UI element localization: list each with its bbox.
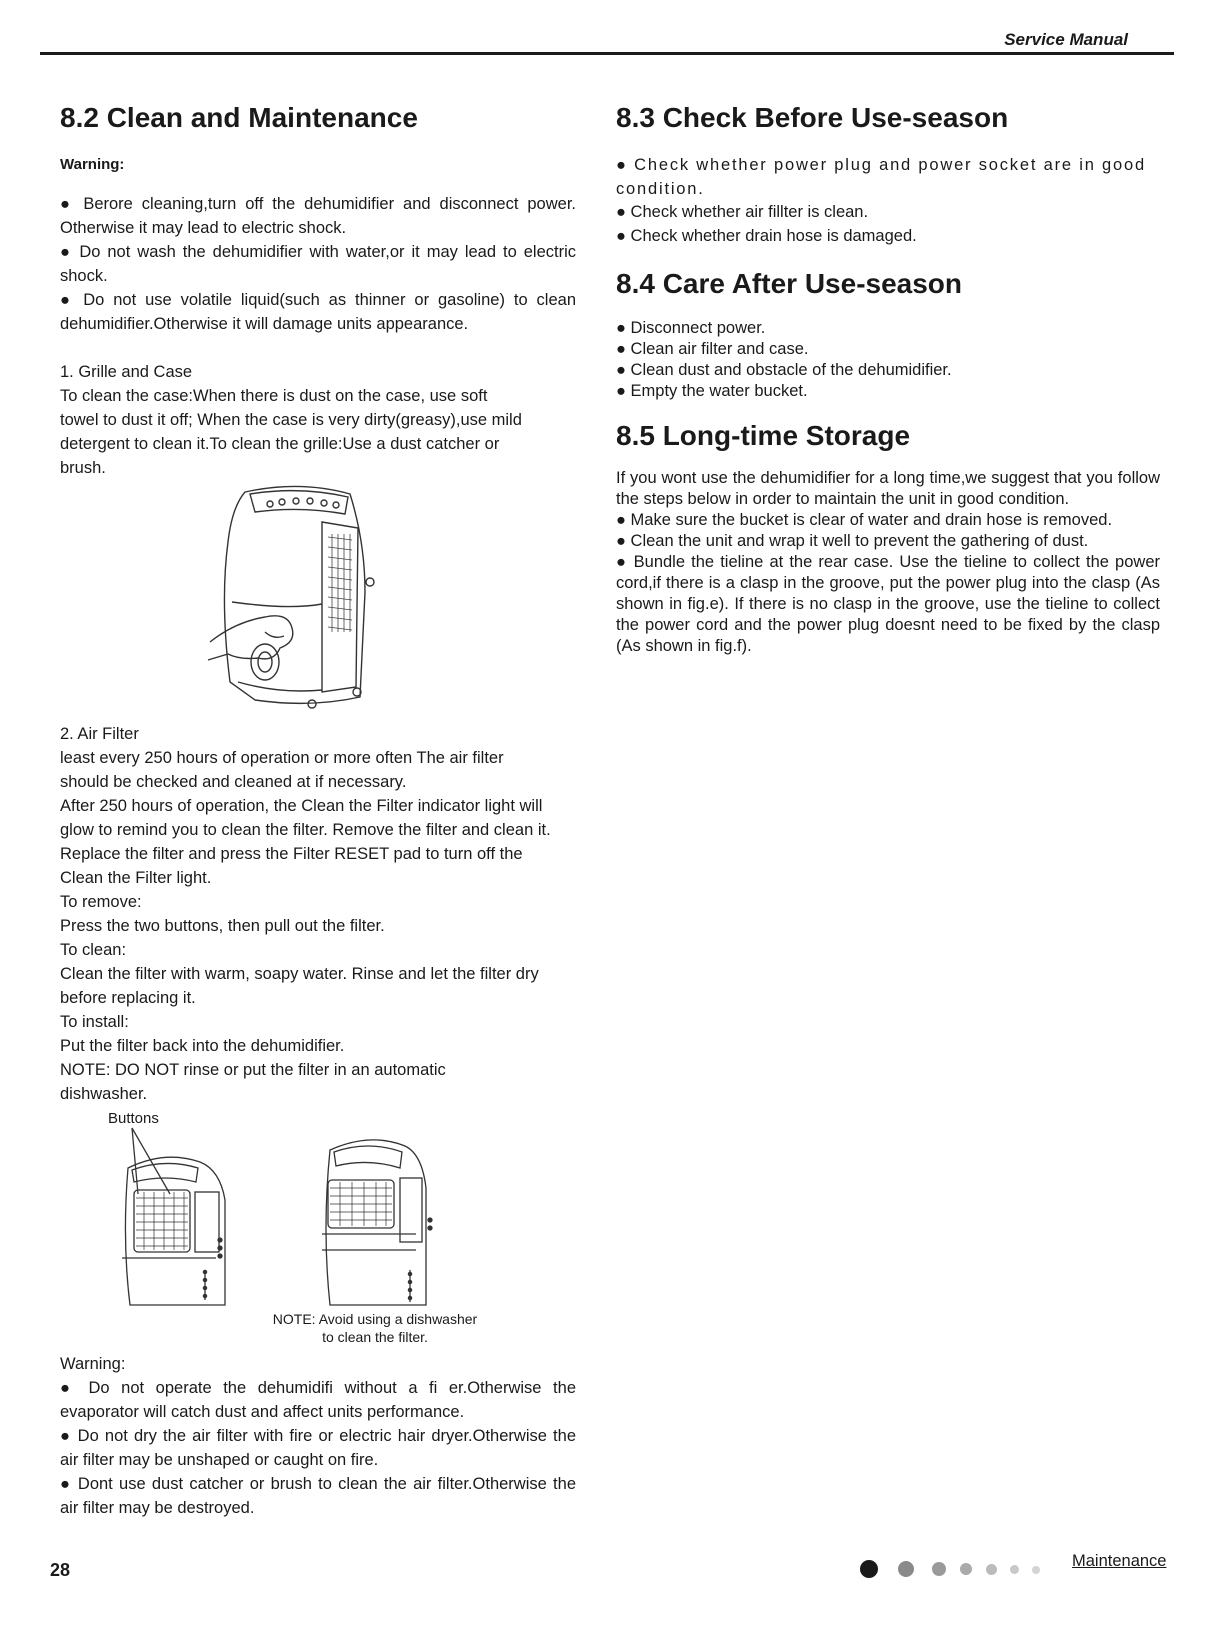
dehumidifier-cleaning-illustration (60, 482, 576, 722)
figure-filter-removal (60, 1110, 576, 1345)
storage-item: If you wont use the dehumidifier for a long time,we suggest that you follow the steps below in order to maintain the unit in good condition. (616, 469, 1160, 508)
filter-line: least every 250 hours of operation or more often The air filter should be checked and cleaned at if necessary. (60, 749, 504, 791)
dot-icon (960, 1563, 972, 1575)
section-heading-check-before: 8.3 Check Before Use-season (616, 102, 1009, 133)
section-heading-clean-maintenance: 8.2 Clean and Maintenance (60, 102, 418, 133)
warning-label: Warning: (60, 156, 125, 173)
care-item: ● Clean dust and obstacle of the dehumidifier. (616, 361, 952, 379)
storage-item: ● Bundle the tieline at the rear case. Use the tieline to collect the power cord,if there is a clasp in the groove, put the power plug into the clasp (As shown in fig.e). If there is no clasp in the groove, use the tieline to collect the power cord and the power plug doesnt need to be fixed by the clasp (As shown in fig.f). (616, 553, 1160, 655)
section-heading-care-after: 8.4 Care After Use-season (616, 268, 963, 299)
figure-cleaning-case (60, 482, 576, 722)
check-item: ● Check whether drain hose is damaged. (616, 226, 917, 245)
check-item: ● Check whether power plug and power socket are in good condition. (616, 156, 1146, 198)
dot-icon (860, 1560, 878, 1578)
care-item: ● Disconnect power. (616, 319, 766, 337)
header-rule (40, 52, 1174, 55)
filter-line: Clean the filter with warm, soapy water. Rinse and let the filter dry before replacing it. (60, 965, 539, 1007)
warning2-item: ● Dont use dust catcher or brush to clean the air filter.Otherwise the air filter may be destroyed. (60, 1475, 576, 1517)
filter-line: After 250 hours of operation, the Clean the Filter indicator light will glow to remind you to clean the filter. Remove the filter and clean it. Replace the filter and press the Filter RESET pad to turn off the Clean the Filter light. (60, 797, 551, 887)
check-item: ● Check whether air fillter is clean. (616, 203, 869, 221)
header-title: Service Manual (1004, 30, 1128, 49)
filter-line: Press the two buttons, then pull out the filter. (60, 917, 385, 935)
dot-icon (1010, 1565, 1019, 1574)
section-heading-long-storage: 8.5 Long-time Storage (616, 420, 911, 451)
grille-text: To clean the case:When there is dust on the case, use soft towel to dust it off; When the case is very dirty(greasy),use mild detergent to clean it.To clean the grille:Use a dust catcher or brush. (60, 387, 522, 477)
dot-icon (898, 1561, 914, 1577)
page-number: 28 (50, 1560, 71, 1580)
right-column (616, 96, 1160, 657)
filter-title: 2. Air Filter (60, 725, 139, 743)
warning2-label: Warning: (60, 1355, 126, 1373)
buttons-label: Buttons (108, 1110, 159, 1127)
filter-line: Put the filter back into the dehumidifier. (60, 1037, 345, 1055)
care-item: ● Empty the water bucket. (616, 382, 808, 400)
warning-item: ● Do not wash the dehumidifier with water,or it may lead to electric shock. (60, 243, 576, 285)
dot-icon (1032, 1566, 1040, 1574)
dot-icon (986, 1564, 997, 1575)
care-item: ● Clean air filter and case. (616, 340, 809, 358)
storage-item: ● Make sure the bucket is clear of water and drain hose is removed. (616, 511, 1113, 529)
figure-caption-line1: NOTE: Avoid using a dishwasher (272, 1311, 478, 1327)
storage-item: ● Clean the unit and wrap it well to prevent the gathering of dust. (616, 532, 1089, 550)
filter-line: To remove: (60, 893, 142, 911)
filter-line: NOTE: DO NOT rinse or put the filter in an automatic dishwasher. (60, 1061, 446, 1103)
footer-section-label: Maintenance (1072, 1552, 1167, 1570)
filter-removal-illustration (60, 1110, 576, 1342)
filter-line: To clean: (60, 941, 127, 959)
warning2-item: ● Do not operate the dehumidifi without a fi er.Otherwise the evaporator will catch dust and affect units performance. (60, 1379, 576, 1421)
warning-item: ● Do not use volatile liquid(such as thinner or gasoline) to clean dehumidifier.Otherwise it will damage units appearance. (60, 291, 576, 333)
dot-icon (932, 1562, 946, 1576)
warning2-item: ● Do not dry the air filter with fire or electric hair dryer.Otherwise the air filter may be unshaped or caught on fire. (60, 1427, 576, 1469)
filter-line: To install: (60, 1013, 129, 1031)
warning-item: ● Berore cleaning,turn off the dehumidifier and disconnect power. Otherwise it may lead to electric shock. (60, 195, 576, 237)
left-column (60, 96, 576, 1520)
grille-title: 1. Grille and Case (60, 363, 193, 381)
figure-caption-line2: to clean the filter. (322, 1329, 428, 1345)
